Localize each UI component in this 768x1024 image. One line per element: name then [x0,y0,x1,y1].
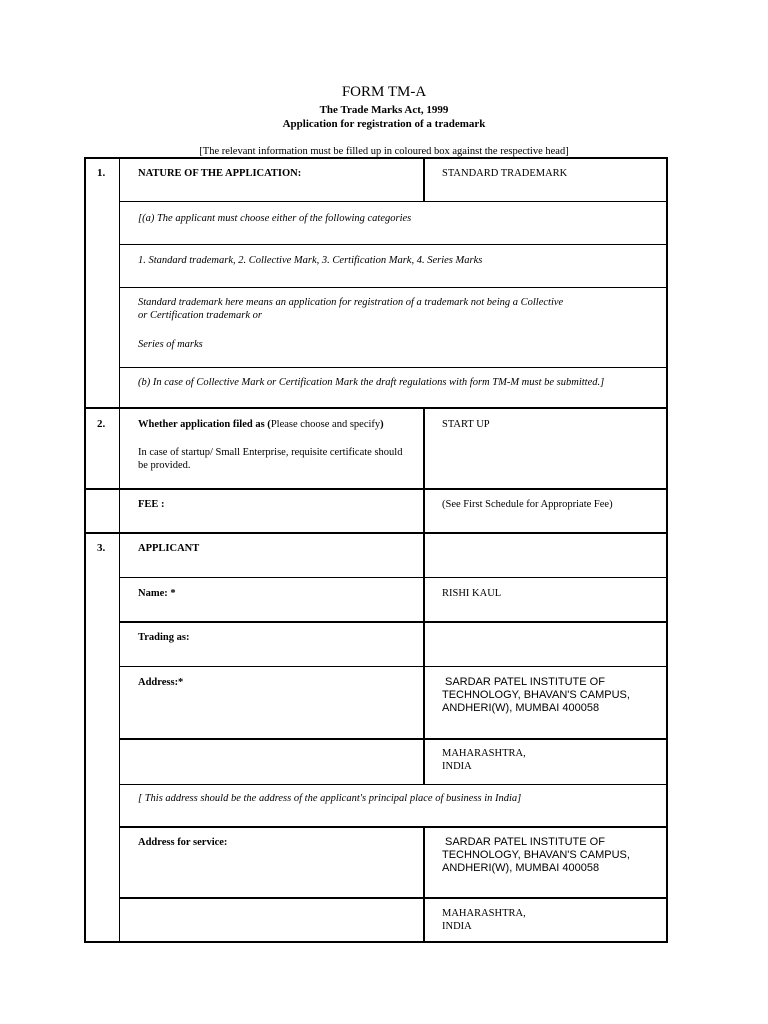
value-column-divider [423,827,425,943]
row-divider [119,666,668,667]
service-state-field[interactable] [442,907,526,933]
applicant-label: APPLICANT [138,543,200,554]
startup-certificate-note: In case of startup/ Small Enterprise, requisite certificate should be provided. [138,447,403,471]
standard-trademark-definition-cont: or Certification trademark or [138,310,262,321]
fee-label: FEE : [138,499,165,510]
address-field[interactable]: SARDAR PATEL INSTITUTE OF TECHNOLOGY, BHAVAN'S CAMPUS, ANDHERI(W), MUMBAI 400058 [442,676,630,714]
row-divider [119,784,668,785]
name-label: Name: * [138,588,176,599]
address-for-service-field[interactable]: SARDAR PATEL INSTITUTE OF TECHNOLOGY, BHAVAN'S CAMPUS, ANDHERI(W), MUMBAI 400058 [442,836,630,874]
row-divider [119,621,668,623]
address-label: Address:* [138,677,184,688]
application-filed-as-label-hint: Please choose and specify [270,419,381,430]
section-divider [84,407,668,409]
application-filed-as-field[interactable]: START UP [442,419,490,430]
application-filed-as-label [138,418,418,431]
trading-as-label: Trading as: [138,632,190,643]
row-divider [119,201,668,202]
series-of-marks: Series of marks [138,339,203,350]
standard-trademark-definition: Standard trademark here means an application for registration of a trademark not being a Collective [138,297,564,308]
name-field[interactable]: RISHI KAUL [442,588,502,599]
table-border-top [84,157,668,159]
row-divider [119,367,668,368]
section-number: 3. [97,542,106,554]
table-border-left [84,157,86,943]
address-country: INDIA [442,761,472,772]
categories-note: [(a) The applicant must choose either of the following categories [138,213,412,224]
service-country: INDIA [442,921,472,932]
application-filed-as-label-close: ) [380,419,384,430]
section-divider [84,488,668,490]
application-form-table [84,157,668,943]
act-name: The Trade Marks Act, 1999 [319,104,449,116]
application-title: Application for registration of a trademark [282,118,486,130]
table-border-bottom [84,941,668,943]
service-state: MAHARASHTRA, [442,908,526,919]
fee-note: (See First Schedule for Appropriate Fee) [442,499,613,510]
address-for-service-label: Address for service: [138,837,228,848]
row-divider [119,897,668,899]
nature-of-application-label: NATURE OF THE APPLICATION: [138,168,302,179]
trading-as-field[interactable] [442,631,662,657]
value-column-divider [423,157,425,202]
nature-of-application-field[interactable]: STANDARD TRADEMARK [442,168,568,179]
row-divider [119,287,668,288]
categories-list: 1. Standard trademark, 2. Collective Mark, 3. Certification Mark, 4. Series Marks [138,255,483,266]
address-state: MAHARASHTRA, [442,748,526,759]
value-column-divider [423,408,425,785]
collective-mark-note: (b) In case of Collective Mark or Certification Mark the draft regulations with form TM-M must be submitted.] [138,377,605,388]
application-filed-as-label-bold: Whether application filed as ( [138,419,271,430]
address-state-field[interactable] [442,747,526,773]
address-note: [ This address should be the address of the applicant's principal place of business in India] [138,793,522,804]
section-number: 1. [97,167,106,179]
row-divider [119,738,668,740]
row-divider [119,577,668,578]
row-divider [119,244,668,245]
instruction-note: [The relevant information must be filled up in coloured box against the respective head] [199,146,569,157]
section-divider [84,532,668,534]
section-number: 2. [97,418,106,430]
row-divider [119,826,668,828]
form-title: FORM TM-A [341,84,427,100]
